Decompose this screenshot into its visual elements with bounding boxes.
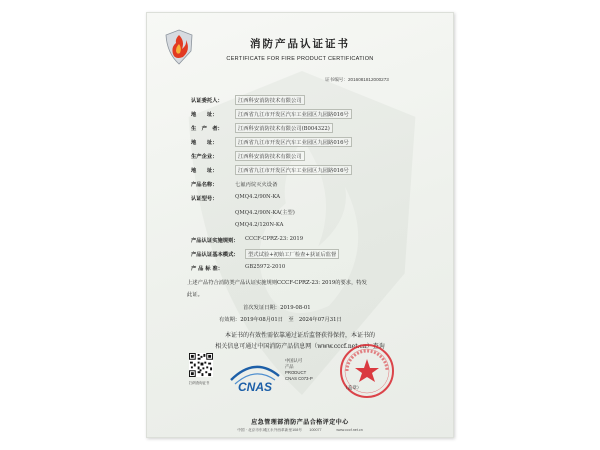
rule-value-implementation: CCCF-CPRZ-23: 2019 [245, 236, 304, 242]
certificate-title-cn: 消防产品认证证书 [250, 38, 350, 50]
certificate-title-en: CERTIFICATE FOR FIRE PRODUCT CERTIFICATION [226, 56, 374, 62]
cnas-product-text [285, 358, 313, 382]
cnas-text-line-2: 产品 [285, 364, 294, 369]
validity-period: 有效期：2019年08月01日 至 2024年07月31日 [219, 317, 342, 323]
field-label-address-3: 地 址： [191, 168, 218, 174]
field-value-product-name: 七氟丙烷灭火设备 [235, 182, 278, 188]
issuing-authority: 应急管理部消防产品合格评定中心 [251, 419, 349, 426]
statement-line-2: 此证。 [187, 292, 203, 298]
rule-value-standard: GB25972-2010 [245, 264, 286, 270]
cnas-text-line-3: PRODUCT [285, 370, 307, 375]
notice-line-2: 相关信息可通过中国消防产品信息网（www.cccf.net.cn）查询 [215, 343, 385, 350]
field-label-address-2: 地 址： [191, 140, 218, 146]
field-label-address-1: 地 址： [191, 112, 218, 118]
rule-value-mode: 型式试验+初始工厂检查+获证后监督 [245, 249, 339, 259]
field-label-applicant: 认证委托人： [191, 98, 223, 104]
qr-code-icon [189, 353, 213, 377]
field-value-address-3: 江西省九江市开发区汽车工业园区九园路016号 [235, 165, 352, 175]
notice-line-1: 本证书的有效性需依靠通过证后监督获得保持，本证书的 [224, 332, 375, 339]
rule-label-standard: 产 品 标 准： [191, 266, 224, 272]
field-value-address-1: 江西省九江市开发区汽车工业园区九园路016号 [235, 109, 352, 119]
model-line-secondary: QMQ4.2/120N-KA [235, 222, 284, 228]
field-value-producer: 江西科安消防技术有限公司(B004322) [235, 123, 333, 133]
field-label-product-name: 产品名称： [191, 182, 218, 188]
certificate-number: 证书编号：2016081812000273 [325, 77, 389, 82]
official-seal-icon [337, 341, 397, 401]
rule-label-mode: 产品认证基本模式： [191, 252, 239, 258]
field-value-applicant: 江西科安消防技术有限公司 [235, 95, 305, 105]
cnas-accreditation-logo-icon [227, 360, 283, 400]
field-label-producer: 生 产 者： [191, 126, 223, 132]
certificate-sheet [146, 12, 454, 438]
cnas-text-line-1: 中国认可 [285, 358, 303, 363]
field-value-manufacturer: 江西科安消防技术有限公司 [235, 151, 305, 161]
field-value-model: QMQ4.2/90N-KA [235, 194, 281, 200]
qr-code-caption: 扫码查询证书 [189, 381, 210, 385]
first-issue-date: 首次发证日期：2019-08-01 [243, 305, 311, 311]
cnas-mark-text: CNAS [237, 380, 273, 394]
cnas-text-line-4: CNAS C073-P [285, 376, 313, 381]
field-value-address-2: 江西省九江市开发区汽车工业园区九园路016号 [235, 137, 352, 147]
model-line-main: QMQ4.2/90N-KA(主型) [235, 210, 295, 216]
field-label-manufacturer: 生产企业： [191, 154, 218, 160]
footer-address: 中国 · 北京市东城区永外西革新里108号 100077 www.cccf.net.cn [237, 428, 363, 432]
seal-caption: （盖章） [343, 386, 362, 391]
statement-line-1: 上述产品符合消防类产品认证实施规则CCCF-CPRZ-23: 2019的要求，特发 [187, 280, 367, 286]
rule-label-implementation: 产品认证实施规则： [191, 238, 239, 244]
field-label-model: 认证型号： [191, 196, 218, 202]
